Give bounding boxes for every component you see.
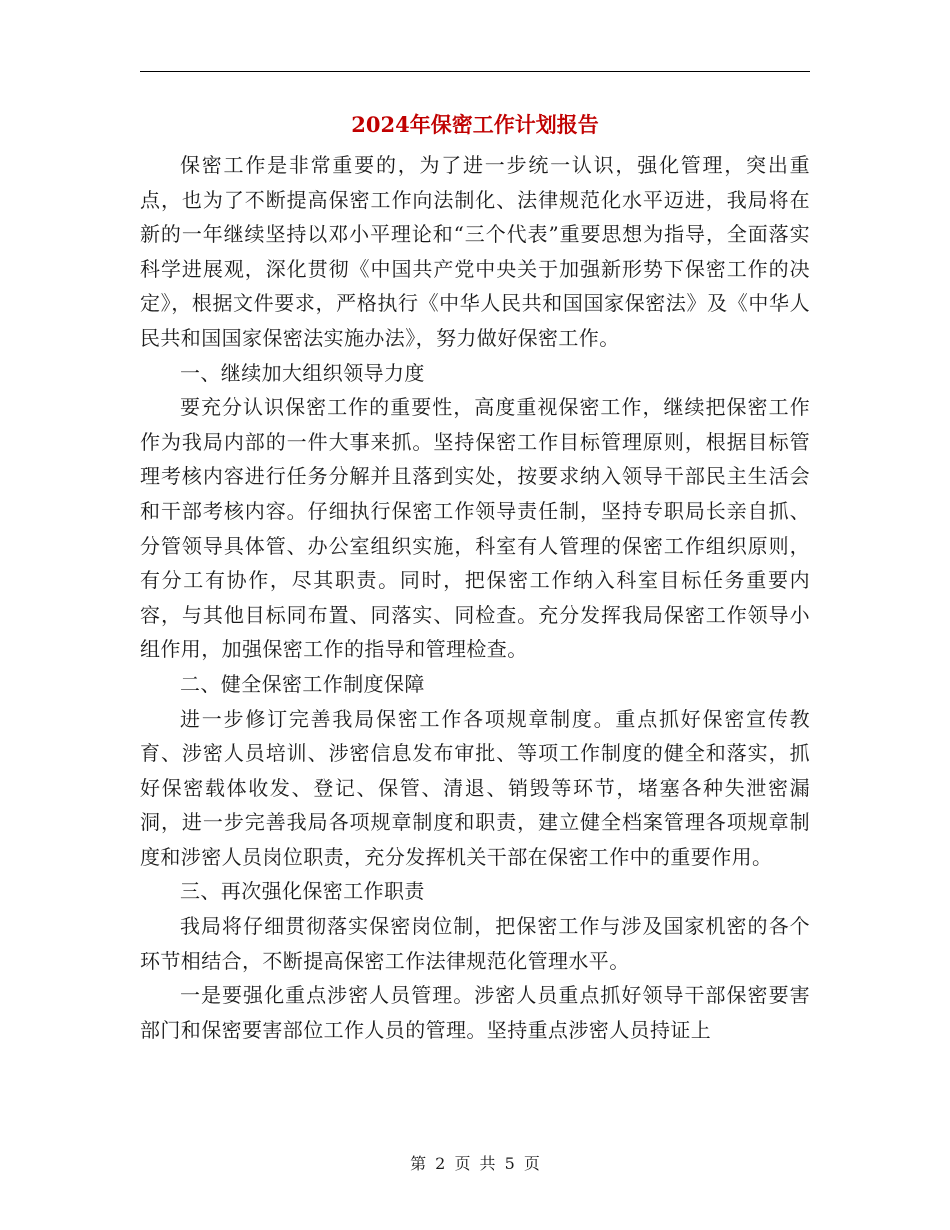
paragraph-section-3b: 一是要强化重点涉密人员管理。涉密人员重点抓好领导干部保密要害部门和保密要害部位工作人员的管理。坚持重点涉密人员持证上 [140, 983, 810, 1042]
section-heading-2: 二、健全保密工作制度保障 [180, 671, 425, 696]
section-heading-1: 一、继续加大组织领导力度 [180, 360, 425, 385]
header-rule [140, 71, 810, 72]
section-heading-3: 三、再次强化保密工作职责 [180, 879, 425, 904]
paragraph-section-1: 要充分认识保密工作的重要性，高度重视保密工作，继续把保密工作作为我局内部的一件大事来抓。坚持保密工作目标管理原则，根据目标管理考核内容进行任务分解并且落到实处，按要求纳入领导干部民主生活会和干部考核内容。仔细执行保密工作领导责任制，坚持专职局长亲自抓、分管领导具体管、办公室组织实施，科室有人管理的保密工作组织原则，有分工有协作，尽其职责。同时，把保密工作纳入科室目标任务重要内容，与其他目标同布置、同落实、同检查。充分发挥我局保密工作领导小组作用，加强保密工作的指导和管理检查。 [140, 395, 810, 662]
paragraph-section-3a: 我局将仔细贯彻落实保密岗位制，把保密工作与涉及国家机密的各个环节相结合，不断提高保密工作法律规范化管理水平。 [140, 914, 810, 973]
document-title: 2024年保密工作计划报告 [351, 112, 599, 137]
paragraph-intro: 保密工作是非常重要的，为了进一步统一认识，强化管理，突出重点，也为了不断提高保密工作向法制化、法律规范化水平迈进，我局将在新的一年继续坚持以邓小平理论和“三个代表”重要思想为指导，全面落实科学进展观，深化贯彻《中国共产党中央关于加强新形势下保密工作的决定》，根据文件要求，严格执行《中华人民共和国国家保密法》及《中华人民共和国国家保密法实施办法》，努力做好保密工作。 [140, 153, 810, 350]
page-number-footer: 第 2 页 共 5 页 [410, 1154, 540, 1173]
paragraph-section-2: 进一步修订完善我局保密工作各项规章制度。重点抓好保密宣传教育、涉密人员培训、涉密信息发布审批、等项工作制度的健全和落实，抓好保密载体收发、登记、保管、清退、销毁等环节，堵塞各种失泄密漏洞，进一步完善我局各项规章制度和职责，建立健全档案管理各项规章制度和涉密人员岗位职责，充分发挥机关干部在保密工作中的重要作用。 [140, 706, 810, 869]
document-body [140, 148, 810, 1047]
